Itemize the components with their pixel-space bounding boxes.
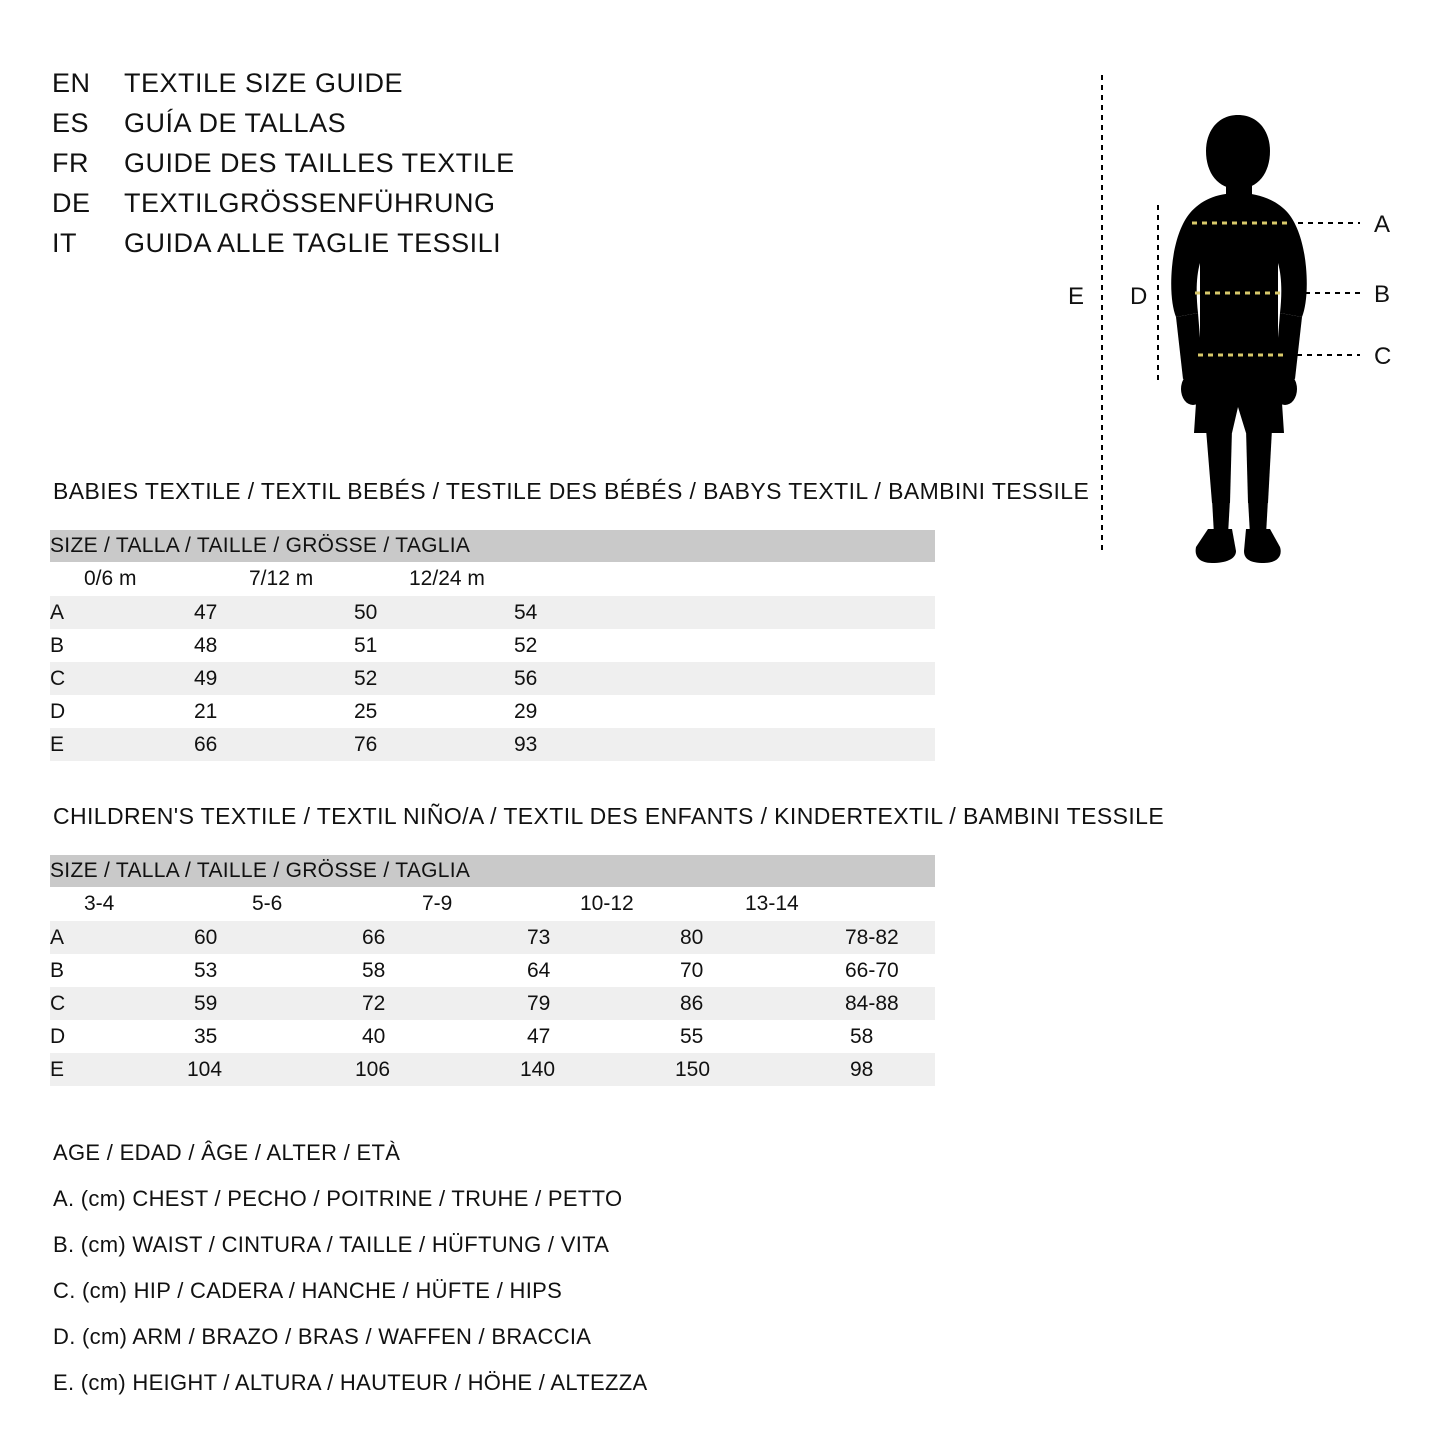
- row-label: D: [50, 1024, 66, 1048]
- row-label: C: [50, 666, 66, 690]
- babies-col-header: 7/12 m: [249, 567, 314, 590]
- cell-value: 86: [680, 991, 704, 1015]
- language-title-list: [52, 68, 752, 268]
- marker-label-e: E: [1068, 283, 1085, 310]
- row-label: B: [50, 633, 65, 657]
- babies-size-table: [50, 530, 935, 761]
- cell-value: 64: [527, 958, 551, 982]
- babies-col-header: 0/6 m: [84, 567, 137, 590]
- babies-corner-cell: [50, 562, 84, 596]
- cell-value: 52: [354, 666, 378, 690]
- children-column-headers: [50, 887, 935, 921]
- language-row: [52, 228, 752, 259]
- children-col-header: 5-6: [252, 892, 283, 915]
- language-title: GUIDA ALLE TAGLIE TESSILI: [124, 228, 502, 258]
- table-row: [50, 1053, 935, 1086]
- cell-value: 54: [514, 600, 538, 624]
- row-label: A: [50, 925, 65, 949]
- measurement-figure: [1040, 55, 1420, 575]
- cell-value: 49: [194, 666, 218, 690]
- language-code: ES: [52, 108, 90, 138]
- cell-value: 58: [362, 958, 386, 982]
- marker-label-b: B: [1374, 281, 1391, 308]
- table-row: [50, 728, 935, 761]
- babies-col-header: 12/24 m: [409, 567, 485, 590]
- cell-value: 29: [514, 699, 538, 723]
- table-row: [50, 1020, 935, 1053]
- cell-value: 104: [187, 1057, 223, 1081]
- children-col-header: 7-9: [422, 892, 453, 915]
- legend-line-e: E. (cm) HEIGHT / ALTURA / HAUTEUR / HÖHE / ALTEZZA: [53, 1370, 648, 1395]
- marker-label-a: A: [1374, 211, 1391, 238]
- language-title: TEXTILE SIZE GUIDE: [124, 68, 404, 98]
- cell-value: 66: [194, 732, 218, 756]
- babies-column-headers: [50, 562, 935, 596]
- row-label: E: [50, 1057, 65, 1081]
- marker-label-d: D: [1130, 283, 1148, 310]
- marker-label-c: C: [1374, 343, 1392, 370]
- row-label: C: [50, 991, 66, 1015]
- babies-section-title: BABIES TEXTILE / TEXTIL BEBÉS / TESTILE DES BÉBÉS / BABYS TEXTIL / BAMBINI TESSILE: [53, 478, 1090, 504]
- language-code: IT: [52, 228, 77, 258]
- row-label: D: [50, 699, 66, 723]
- cell-value: 70: [680, 958, 704, 982]
- cell-value: 47: [527, 1024, 551, 1048]
- cell-value: 40: [362, 1024, 386, 1048]
- measurement-legend: [53, 1140, 953, 1416]
- cell-value: 21: [194, 699, 218, 723]
- cell-value: 80: [680, 925, 704, 949]
- babies-band-label: SIZE / TALLA / TAILLE / GRÖSSE / TAGLIA: [50, 534, 471, 557]
- cell-value: 78-82: [845, 925, 899, 949]
- language-title: GUÍA DE TALLAS: [124, 108, 347, 138]
- language-row: [52, 188, 752, 219]
- children-size-table: [50, 855, 935, 1086]
- cell-value: 73: [527, 925, 551, 949]
- cell-value: 72: [362, 991, 386, 1015]
- language-title: GUIDE DES TAILLES TEXTILE: [124, 148, 515, 178]
- children-col-header: 10-12: [580, 892, 634, 915]
- cell-value: 76: [354, 732, 378, 756]
- cell-value: 59: [194, 991, 218, 1015]
- cell-value: 98: [850, 1057, 874, 1081]
- children-table-band: [50, 855, 935, 887]
- table-row: [50, 695, 935, 728]
- table-row: [50, 921, 935, 954]
- language-code: DE: [52, 188, 91, 218]
- cell-value: 47: [194, 600, 218, 624]
- language-title: TEXTILGRÖSSENFÜHRUNG: [124, 188, 496, 218]
- table-row: [50, 987, 935, 1020]
- cell-value: 55: [680, 1024, 704, 1048]
- cell-value: 56: [514, 666, 538, 690]
- legend-line-b: B. (cm) WAIST / CINTURA / TAILLE / HÜFTUNG / VITA: [53, 1232, 610, 1257]
- cell-value: 51: [354, 633, 378, 657]
- cell-value: 84-88: [845, 991, 899, 1015]
- table-row: [50, 629, 935, 662]
- cell-value: 25: [354, 699, 378, 723]
- cell-value: 150: [675, 1057, 711, 1081]
- legend-line-d: D. (cm) ARM / BRAZO / BRAS / WAFFEN / BRACCIA: [53, 1324, 592, 1349]
- cell-value: 35: [194, 1024, 218, 1048]
- cell-value: 66-70: [845, 958, 899, 982]
- table-row: [50, 596, 935, 629]
- legend-line-age: AGE / EDAD / ÂGE / ALTER / ETÀ: [53, 1140, 401, 1165]
- row-label: A: [50, 600, 65, 624]
- child-silhouette: [1171, 115, 1307, 563]
- children-band-label: SIZE / TALLA / TAILLE / GRÖSSE / TAGLIA: [50, 859, 471, 882]
- language-row: [52, 108, 752, 139]
- cell-value: 48: [194, 633, 218, 657]
- cell-value: 52: [514, 633, 538, 657]
- cell-value: 58: [850, 1024, 874, 1048]
- legend-line-c: C. (cm) HIP / CADERA / HANCHE / HÜFTE / HIPS: [53, 1278, 563, 1303]
- table-row: [50, 954, 935, 987]
- cell-value: 93: [514, 732, 538, 756]
- children-col-header: 3-4: [84, 892, 115, 915]
- cell-value: 60: [194, 925, 218, 949]
- legend-line-a: A. (cm) CHEST / PECHO / POITRINE / TRUHE / PETTO: [53, 1186, 623, 1211]
- language-code: EN: [52, 68, 91, 98]
- language-row: [52, 68, 752, 99]
- babies-table-band: [50, 530, 935, 562]
- language-code: FR: [52, 148, 89, 178]
- row-label: E: [50, 732, 65, 756]
- cell-value: 79: [527, 991, 551, 1015]
- children-col-header: 13-14: [745, 892, 799, 915]
- cell-value: 106: [355, 1057, 391, 1081]
- cell-value: 140: [520, 1057, 556, 1081]
- row-label: B: [50, 958, 65, 982]
- language-row: [52, 148, 752, 179]
- table-row: [50, 662, 935, 695]
- cell-value: 50: [354, 600, 378, 624]
- children-section-title: CHILDREN'S TEXTILE / TEXTIL NIÑO/A / TEXTIL DES ENFANTS / KINDERTEXTIL / BAMBINI TESSILE: [53, 803, 1165, 829]
- cell-value: 53: [194, 958, 218, 982]
- cell-value: 66: [362, 925, 386, 949]
- children-corner-cell: [50, 887, 84, 921]
